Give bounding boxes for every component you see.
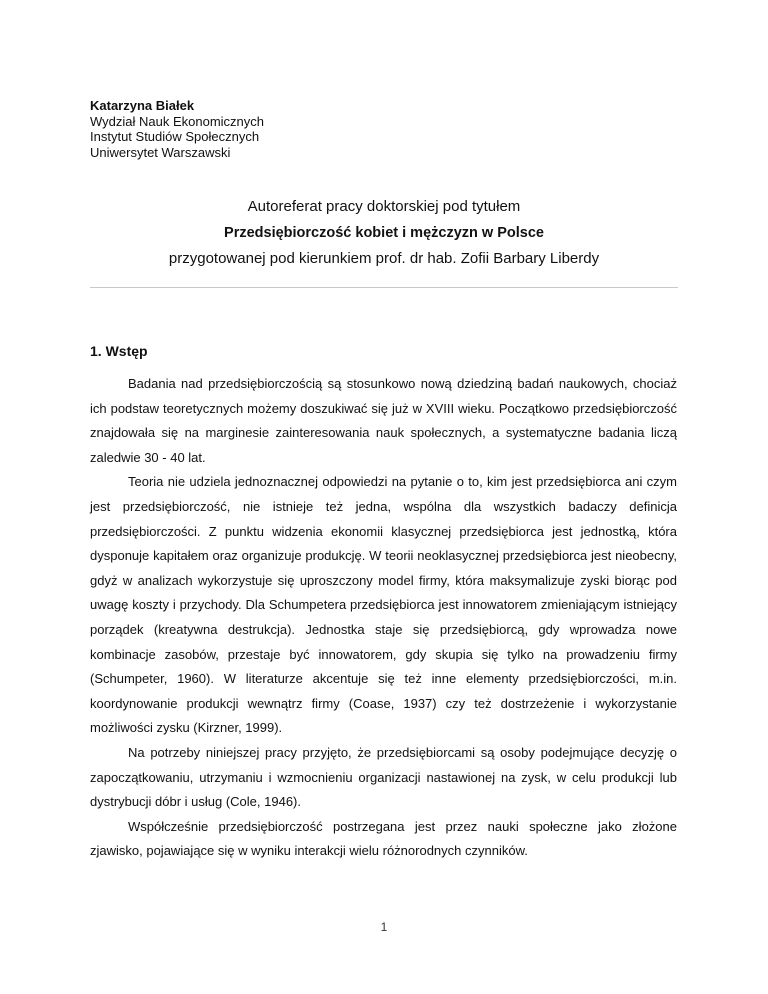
author-university: Uniwersytet Warszawski — [90, 144, 231, 160]
author-name: Katarzyna Białek — [90, 98, 195, 113]
paragraph: Badania nad przedsiębiorczością są stosunkowo nową dziedziną badań naukowych, chociaż ich podstaw teoretycznych możemy doszukiwać się już w XVIII wieku. Początkowo przedsiębiorczość znajdowała się na marginesie zainteresowania nauk społecznych, a systematyczne badania liczą zaledwie 30 - 40 lat. — [90, 376, 677, 465]
section-heading: 1. Wstęp — [90, 343, 148, 359]
author-faculty: Wydział Nauk Ekonomicznych — [90, 113, 265, 129]
author-institute: Instytut Studiów Społecznych — [90, 129, 260, 144]
title-divider — [90, 287, 678, 288]
title-block — [90, 197, 678, 269]
paragraph: Współcześnie przedsiębiorczość postrzegana jest przez nauki społeczne jako złożone zjawisko, pojawiające się w wyniku interakcji wielu różnorodnych czynników. — [90, 818, 677, 859]
title-supervisor: przygotowanej pod kierunkiem prof. dr hab. Zofii Barbary Liberdy — [168, 250, 600, 267]
paragraph: Na potrzeby niniejszej pracy przyjęto, że przedsiębiorcami są osoby podejmujące decyzję o zapoczątkowaniu, utrzymaniu i wzmocnieniu organizacji nastawionej na zysk, w celu produkcji lub dystrybucji dóbr i usług (Cole, 1946). — [90, 744, 677, 810]
author-block — [90, 98, 264, 160]
document-title: Przedsiębiorczość kobiet i mężczyzn w Polsce — [224, 225, 544, 241]
paragraph: Teoria nie udziela jednoznacznej odpowiedzi na pytanie o to, kim jest przedsiębiorca ani czym jest przedsiębiorczość, nie istnieje też jedna, wspólna dla wszystkich badaczy definicja przedsiębiorczości. Z punktu widzenia ekonomii klasycznej przedsiębiorca jest jednostką, która dysponuje kapitałem oraz organizuje produkcję. W teorii neoklasycznej przedsiębiorca jest nieobecny, gdyż w analizach wykorzystuje się uproszczony model firmy, która maksymalizuje zyski biorąc pod uwagę koszty i przychody. Dla Schumpetera przedsiębiorca jest innowatorem zmieniającym istniejący porządek (kreatywna destrukcja). Jednostka staje się przedsiębiorcą, gdy wprowadza nowe kombinacje zasobów, przestaje być innowatorem, gdy skupia się tylko na prowadzeniu firmy (Schumpeter, 1960). W literaturze akcentuje się też inne elementy przedsiębiorczości, m.in. koordynowanie produkcji wewnątrz firmy (Coase, 1937) czy też dostrzeżenie i wykorzystanie możliwości zysku (Kirzner, 1999). — [90, 474, 677, 736]
section-body — [90, 372, 677, 864]
title-intro: Autoreferat pracy doktorskiej pod tytułem — [247, 198, 521, 215]
page-number: 1 — [380, 920, 388, 934]
